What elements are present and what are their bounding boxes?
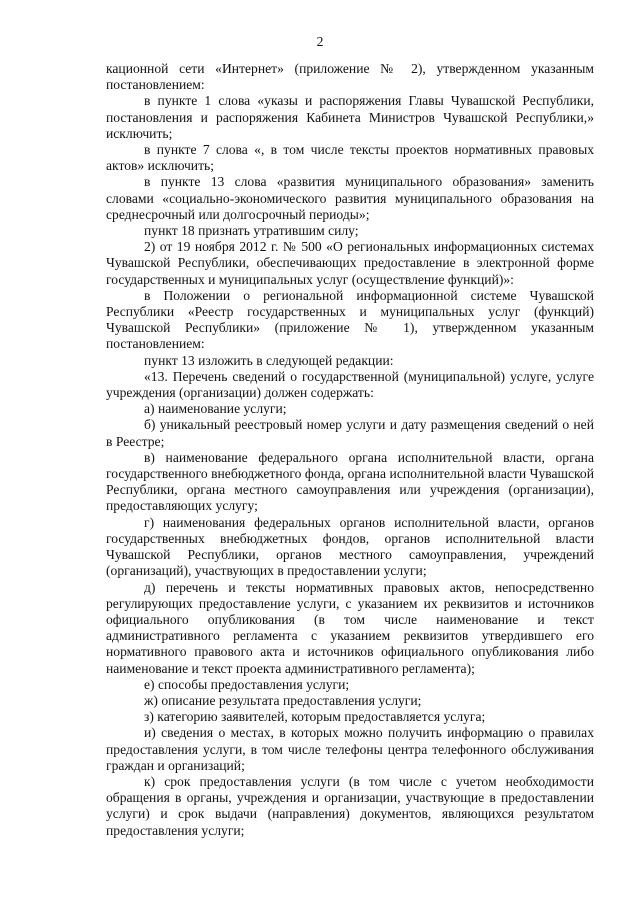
paragraph-regulation: в Положении о региональной информационной системе Чувашской Республики «Реестр государственных и муниципальных услуг (функций) Чувашской Республики» (приложение № 1), утвержденном указанным постановлением: [106, 287, 594, 352]
list-item-d: д) перечень и тексты нормативных правовых актов, непосредственно регулирующих предоставление услуги, с указанием их реквизитов и источников официального опубликования (в том числе наименование и текст административного регламента с указанием реквизитов утвердившего его нормативного правового акта и источников официального опубликования либо наименование и текст проекта административного регламента); [106, 579, 594, 676]
paragraph-13-list-intro: «13. Перечень сведений о государственной (муниципальной) услуге, услуге учреждения (организации) должен содержать: [106, 368, 594, 401]
list-item-i: и) сведения о местах, в которых можно получить информацию о правилах предоставления услуги, в том числе телефоны центра телефонного обслуживания граждан и организаций; [106, 725, 594, 773]
list-item-g: г) наименования федеральных органов исполнительной власти, органов государственных внебюджетных фондов, органов исполнительной власти Чувашской Республики, органов местного самоуправления, учреждений (организаций), участвующих в предоставлении услуги; [106, 514, 594, 579]
paragraph-continuation: кационной сети «Интернет» (приложение № 2), утвержденном указанным постановлением: [106, 61, 594, 93]
paragraph-item-1: в пункте 1 слова «указы и распоряжения Главы Чувашской Республики, постановления и распоряжения Кабинета Министров Чувашской Республики,» исключить; [106, 93, 594, 141]
paragraph-decree-500: 2) от 19 ноября 2012 г. № 500 «О региональных информационных системах Чувашской Республики, обеспечивающих предоставление в электронной форме государственных и муниципальных услуг (осуществление функций)»: [106, 239, 594, 287]
list-item-a: а) наименование услуги; [144, 401, 287, 417]
list-item-b: б) уникальный реестровый номер услуги и дату размещения сведений о ней в Реестре; [106, 417, 594, 449]
list-item-v: в) наименование федерального органа исполнительной власти, органа государственного внебюджетного фонда, органа исполнительной власти Чувашской Республики, органа местного самоуправления или учреждения (организации), предоставляющих услугу; [106, 449, 594, 514]
paragraph-item-13: в пункте 13 слова «развития муниципального образования» заменить словами «социально-экономического развития муниципального образования на среднесрочный или долгосрочный периоды»; [106, 174, 594, 222]
list-item-e: е) способы предоставления услуги; [144, 676, 350, 692]
list-item-z: з) категорию заявителей, которым предоставляется услуга; [144, 709, 486, 725]
page-number: 2 [316, 34, 324, 49]
paragraph-item-7: в пункте 7 слова «, в том числе тексты проектов нормативных правовых актов» исключить; [106, 142, 594, 174]
paragraph-item-18: пункт 18 признать утратившим силу; [144, 223, 359, 239]
list-item-k: к) срок предоставления услуги (в том числе с учетом необходимости обращения в органы, учреждения и организации, участвующие в предоставлении услуги) и срок выдачи (направления) документов, являющихся результатом предоставления услуги; [106, 773, 594, 838]
document-body [106, 61, 594, 839]
list-item-zh: ж) описание результата предоставления услуги; [144, 692, 422, 708]
paragraph-new-wording: пункт 13 изложить в следующей редакции: [144, 352, 394, 368]
